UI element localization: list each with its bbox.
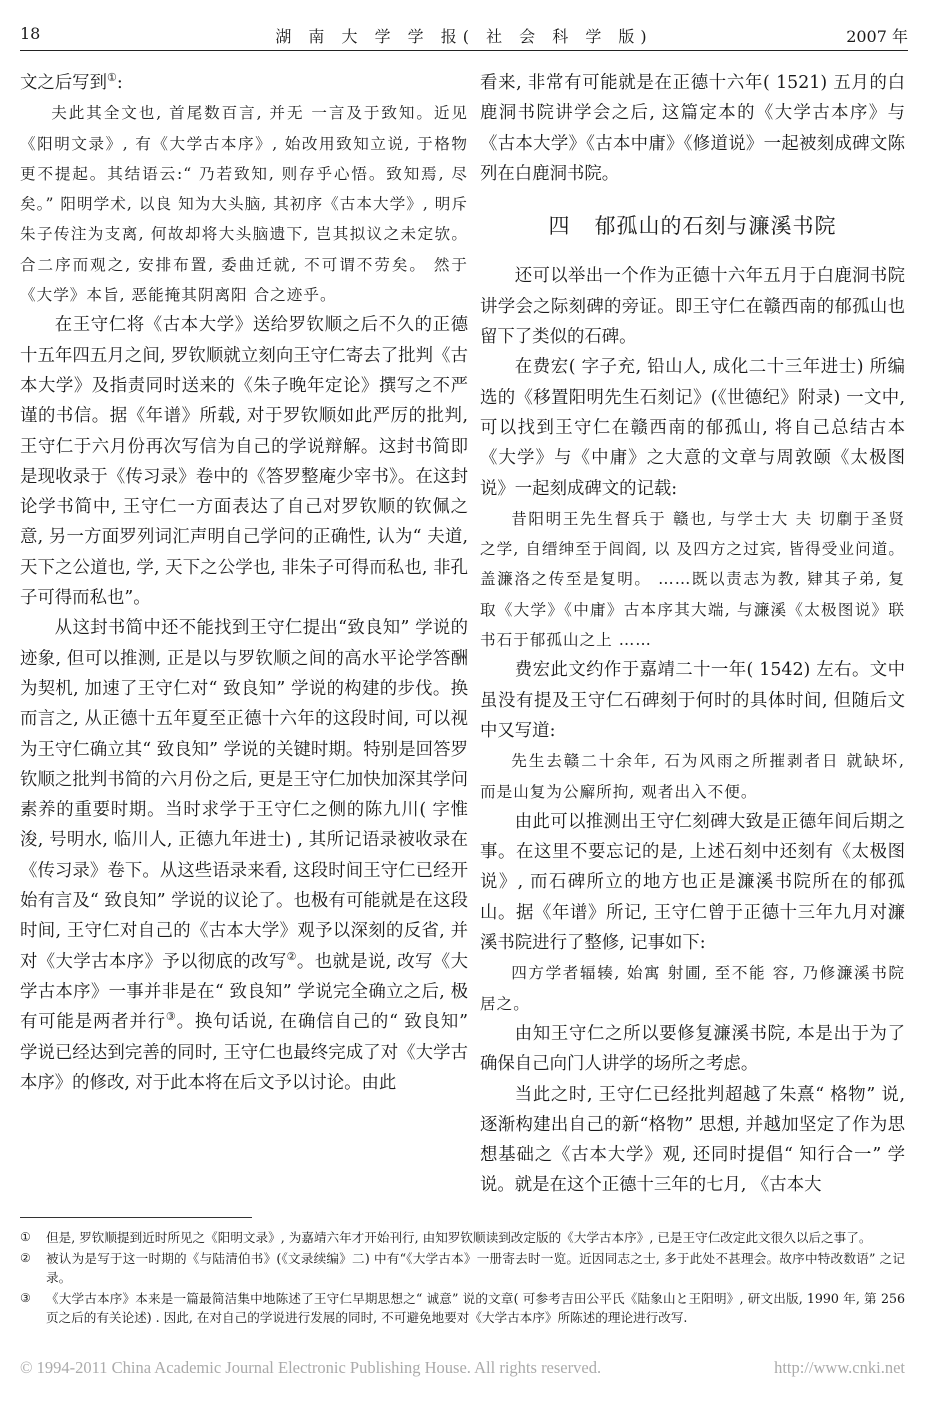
copyright-notice: © 1994-2011 China Academic Journal Electronic Publishing House. All rights reserved. [20, 1358, 602, 1377]
body-paragraph: 在王守仁将《古本大学》送给罗钦顺之后不久的正德十五年四五月之间, 罗钦顺就立刻向王守仁寄去了批判《古本大学》及指责同时送来的《朱子晚年定论》撰写之不严谨的书信。据《年谱》所载, 对于罗钦顺如此严厉的批判, 王守仁于六月份再次写信为自己的学说辩解。这封书简即是现收录于《传习录》卷中的《答罗整庵少宰书》。在这封论学书简中, 王守仁一方面表达了自己对罗钦顺的钦佩之意, 另一方面罗列词汇声明自己学问的正确性, 认为“ 夫道, 天下之公道也, 学, 天下之公学也, 非朱子可得而私也, 非孔子可得而私也”。 [20, 315, 468, 609]
body-paragraph: 费宏此文约作于嘉靖二十一年( 1542) 左右。文中虽没有提及王守仁石碑刻于何时的具体时间, 但随后文中又写道: [480, 660, 905, 741]
issue-year: 2007 年 [846, 27, 908, 46]
section-number: 四 [548, 214, 571, 239]
footnote-3 [20, 1289, 905, 1327]
block-quote-nianpu: 四方学者辐辏, 始寓 射圃, 至不能 容, 乃修濂溪书院居之。 [480, 964, 905, 1013]
footnotes [20, 1228, 905, 1329]
block-quote-feihong-2: 先生去赣二十余年, 石为风雨之所摧剥者日 就缺坏, 而是山复为公廨所拘, 观者出入不便。 [480, 752, 905, 801]
footnote-text: 但是, 罗钦顺提到近时所见之《阳明文录》, 为嘉靖六年才开始刊行, 由知罗钦顺读到改定版的《大学古本序》, 已是王守仁改定此文很久以后之事了。 [46, 1230, 872, 1245]
body-paragraph: 看来, 非常有可能就是在正德十六年( 1521) 五月的白鹿洞书院讲学会之后, 这篇定本的《大学古本序》与《古本大学》《古本中庸》《修道说》一起被刻成碑文陈列在白鹿洞书院。 [480, 73, 905, 184]
footnote-ref-2[interactable]: ② [286, 949, 297, 963]
footnote-ref-1[interactable]: ① [106, 71, 117, 85]
journal-title: 湖 南 大 学 学 报( 社 会 科 学 版) [275, 27, 653, 46]
body-paragraph [20, 613, 468, 1098]
left-column [20, 68, 468, 1098]
paragraph-text: 从这封书简中还不能找到王守仁提出“致良知” 学说的迹象, 但可以推测, 正是以与罗钦顺之间的高水平论学答酬为契机, 加速了王守仁对“ 致良知” 学说的构建的步伐。换而言之, 从正德十五年夏至正德十六年的这段时间, 可以视为王守仁确立其“ 致良知” 学说的关键时期。特别是回答罗钦顺之批判书简的六月份之后, 更是王守仁加快加深其学问素养的重要时期。当时求学于王守仁之侧的陈九川( 字惟浚, 号明水, 临川人, 正德九年进士) , 其所记语录被收录在《传习录》卷下。从这些语录来看, 这段时间王守仁已经开始有言及“ 致良知” 学说的议论了。也极有可能就是在这段时间, 王守仁对自己的《古本大学》观予以深刻的反省, 并对《大学古本序》予以彻底的改写 [20, 618, 468, 972]
copyright-watermark [20, 1358, 905, 1378]
right-column [480, 68, 905, 1201]
body-paragraph: 由知王守仁之所以要修复濂溪书院, 本是出于为了确保自己向门人讲学的场所之考虑。 [480, 1023, 905, 1075]
footnote-text: 《大学古本序》本来是一篇最简洁集中地陈述了王守仁早期思想之“ 诚意” 说的文章( 可参考吉田公平氏《陆象山と王阳明》, 研文出版, 1990 年, 第 256 页之后的有关论述) . 因此, 在对自己的学说进行发展的同时, 不可避免地要对《大学古本序》所陈述的理论进行改写. [46, 1291, 905, 1325]
intro-tail: : [116, 73, 123, 93]
footnote-text: 被认为是写于这一时期的《与陆清伯书》(《文录续编》二) 中有“《大学古本》一册寄去时一览。近因同志之士, 多于此处不甚理会。故序中特改数语” 之记录。 [46, 1251, 905, 1285]
footnote-mark: ② [20, 1251, 31, 1265]
cnki-link[interactable]: http://www.cnki.net [774, 1358, 905, 1377]
footnote-2 [20, 1249, 905, 1287]
block-quote-feihong: 昔阳明王先生督兵于 赣也, 与学士大 夫 切劘于圣贤之学, 自缙绅至于闾阎, 以 及四方之过宾, 皆得受业问道。 盖濂洛之传至是复明。 ……既以责志为教, 肄其子弟, 复取《大学》《中庸》古本序其大端, 与濂溪《太极图说》联书石于郁孤山之上 …… [480, 509, 905, 650]
body-paragraph: 由此可以推测出王守仁刻碑大致是正德年间后期之事。在这里不要忘记的是, 上述石刻中还刻有《太极图说》, 而石碑所立的地方也正是濂溪书院所在的郁孤山。据《年谱》所记, 王守仁曾于正德十三年九月对濂溪书院进行了整修, 记事如下: [480, 811, 905, 954]
body-paragraph: 还可以举出一个作为正德十六年五月于白鹿洞书院讲学会之际刻碑的旁证。即王守仁在赣西南的郁孤山也留下了类似的石碑。 [480, 266, 905, 348]
body-paragraph: 当此之时, 王守仁已经批判超越了朱熹“ 格物” 说, 逐渐构建出自己的新“格物” 思想, 并越加坚定了作为思想基础之《古本大学》观, 还同时提倡“ 知行合一” 学说。就是在这个正德十三年的七月, 《古本大 [480, 1084, 905, 1196]
intro-paragraph [20, 68, 468, 98]
intro-text: 文之后写到 [20, 73, 107, 93]
footnote-ref-3[interactable]: ③ [165, 1010, 177, 1024]
section-title: 郁孤山的石刻与濂溪书院 [594, 214, 837, 239]
section-heading [480, 211, 905, 241]
footnote-mark: ① [20, 1230, 31, 1244]
footnote-mark: ③ [20, 1291, 31, 1305]
paragraph-text: 。换句话说, 在确信自己的“ 致良知” 学说已经达到完善的同时, 王守仁也最终完成了对《大学古本序》的修改, 对于此本将在后文予以讨论。由此 [20, 1012, 468, 1093]
body-paragraph: 在费宏( 字子充, 铅山人, 成化二十三年进士) 所编选的《移置阳明先生石刻记》(《世德纪》附录) 一文中, 可以找到王守仁在赣西南的郁孤山, 将自己总结古本《大学》与《中庸》之大意的文章与周敦颐《太极图说》一起刻成碑文的记载: [480, 357, 905, 499]
block-quote-luo: 夫此其全文也, 首尾数百言, 并无 一言及于致知。近见《阳明文录》, 有《大学古本序》, 始改用致知立说, 于格物更不提起。其结语云:“ 乃若致知, 则存乎心悟。致知焉, 尽矣。” 阳明学术, 以良 知为大头脑, 其初序《古本大学》, 明斥朱子传注为支离, 何故却将大头脑遗下, 岂其拟议之未定欤。 合二序而观之, 安排布置, 委曲迁就, 不可谓不劳矣。 然于《大学》本旨, 恶能掩其阴离阳 合之迹乎。 [20, 104, 468, 305]
footnote-divider [20, 1217, 252, 1218]
footnote-1 [20, 1228, 905, 1247]
page-number: 18 [20, 24, 41, 43]
running-header [20, 24, 908, 51]
paragraph-text: 。也就是说, 改写《大学古本序》一事并非是在“ 致良知” 学说完全确立之后, 极有可能是两者并行 [20, 951, 468, 1033]
